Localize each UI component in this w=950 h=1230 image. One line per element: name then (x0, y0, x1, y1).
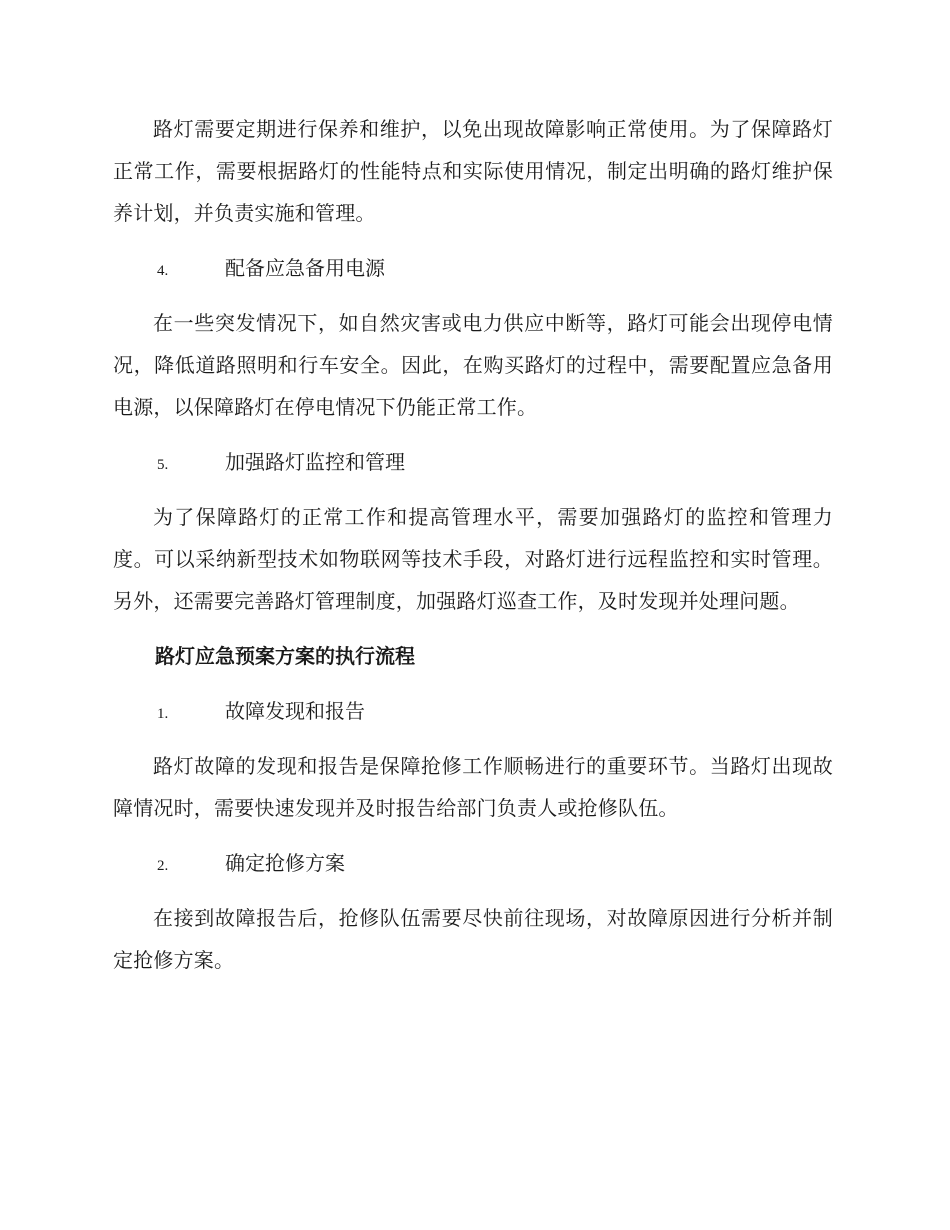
paragraph-fault-report: 路灯故障的发现和报告是保障抢修工作顺畅进行的重要环节。当路灯出现故障情况时，需要快速发现并及时报告给部门负责人或抢修队伍。 (113, 754, 833, 820)
section-heading: 路灯应急预案方案的执行流程 (155, 644, 415, 668)
list-item-text: 故障发现和报告 (225, 699, 365, 723)
list-item-text: 配备应急备用电源 (225, 256, 385, 280)
list-item-text: 确定抢修方案 (225, 851, 345, 875)
list-item-text: 加强路灯监控和管理 (225, 450, 405, 474)
paragraph-monitoring: 为了保障路灯的正常工作和提高管理水平，需要加强路灯的监控和管理力度。可以采纳新型技术如物联网等技术手段，对路灯进行远程监控和实时管理。另外，还需要完善路灯管理制度，加强路灯巡查工作，及时发现并处理问题。 (113, 505, 833, 613)
list-number: 4. (157, 263, 169, 279)
list-item-2 (113, 842, 833, 884)
list-item-1 (113, 690, 833, 732)
paragraph-backup-power: 在一些突发情况下，如自然灾害或电力供应中断等，路灯可能会出现停电情况，降低道路照明和行车安全。因此，在购买路灯的过程中，需要配置应急备用电源，以保障路灯在停电情况下仍能正常工作。 (113, 311, 833, 419)
list-item-4 (113, 247, 833, 289)
list-number: 5. (157, 457, 169, 473)
paragraph-maintenance: 路灯需要定期进行保养和维护，以免出现故障影响正常使用。为了保障路灯正常工作，需要根据路灯的性能特点和实际使用情况，制定出明确的路灯维护保养计划，并负责实施和管理。 (113, 117, 833, 225)
list-number: 2. (157, 858, 169, 874)
paragraph-repair-plan: 在接到故障报告后，抢修队伍需要尽快前往现场，对故障原因进行分析并制定抢修方案。 (113, 906, 833, 972)
list-item-5 (113, 441, 833, 483)
list-number: 1. (157, 706, 169, 722)
document-page (113, 108, 833, 981)
